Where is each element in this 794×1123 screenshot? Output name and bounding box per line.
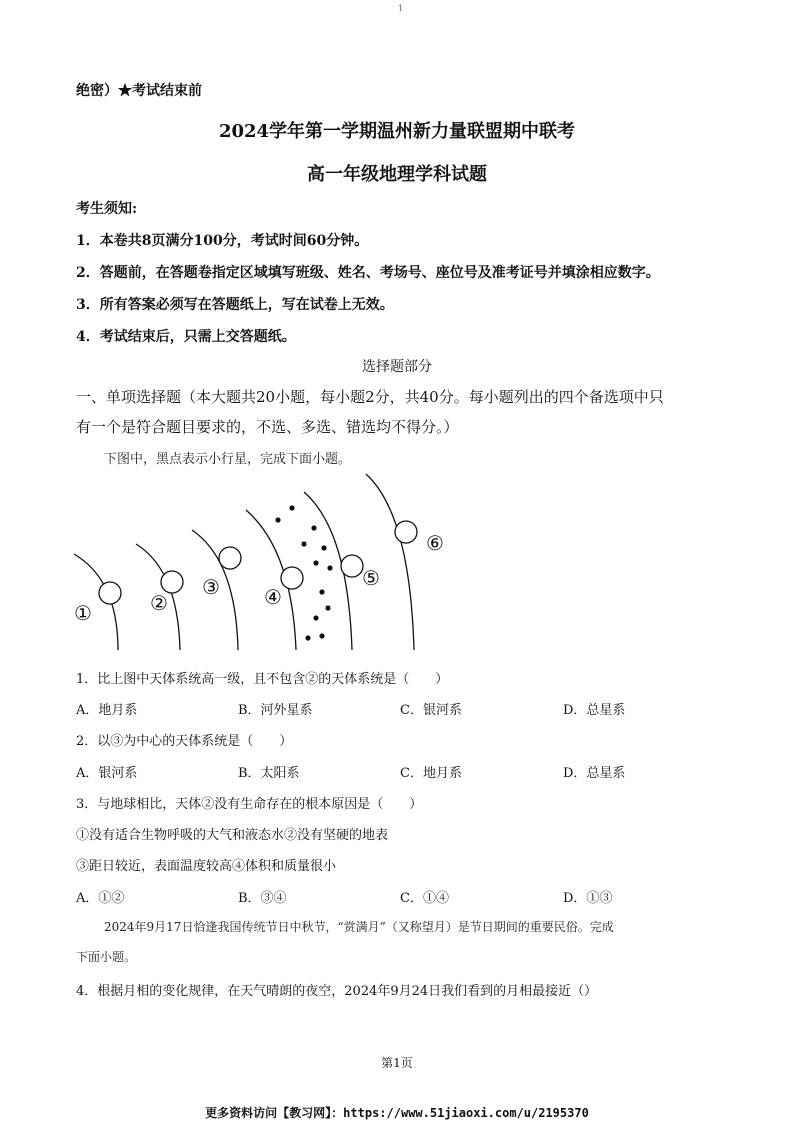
q3-statement-line: ①没有适合生物呼吸的大气和液态水②没有坚硬的地表: [76, 828, 389, 843]
part-heading-line1: 一、单项选择题（本大题共20小题，每小题2分，共40分。每小题列出的四个备选项中只: [76, 388, 664, 406]
q3-option-b: B．③④: [238, 891, 287, 906]
q2-option-a: A．银河系: [76, 766, 138, 781]
label-5: ⑤: [362, 566, 380, 590]
notice-item: 2．答题前，在答题卷指定区域填写班级、姓名、考场号、座位号及准考证号并填涂相应数字。: [76, 265, 660, 281]
notice-item: 1．本卷共8页满分100分，考试时间60分钟。: [76, 233, 369, 249]
passage-line2: 下面小题。: [76, 950, 137, 964]
planet-3: [219, 547, 241, 569]
section-title: 选择题部分: [362, 359, 432, 375]
q2-option-c: C．地月系: [400, 766, 462, 781]
question-4-stem: 4．根据月相的变化规律，在天气晴朗的夜空，2024年9月24日我们看到的月相最接近（）: [76, 984, 598, 999]
q1-option-d: D．总星系: [563, 703, 626, 718]
figure-intro: 下图中，黑点表示小行星，完成下面小题。: [104, 452, 352, 467]
notice-item: 3．所有答案必须写在答题纸上，写在试卷上无效。: [76, 297, 394, 313]
label-1: ①: [74, 601, 92, 625]
exam-title: 2024学年第一学期温州新力量联盟期中联考: [218, 121, 576, 142]
part-heading-line2: 有一个是符合题目要求的，不选、多选、错选均不得分。）: [76, 418, 459, 436]
orbit-arc: [366, 474, 414, 650]
asteroid-dot: [313, 560, 318, 565]
q2-option-d: D．总星系: [563, 766, 626, 781]
asteroid-dot: [301, 541, 306, 546]
q3-option-a: A．①②: [76, 891, 125, 906]
asteroid-dot: [289, 505, 294, 510]
asteroid-dot: [319, 633, 324, 638]
question-3-stem: 3．与地球相比，天体②没有生命存在的根本原因是（ ）: [76, 797, 423, 812]
q3-option-c: C．①④: [400, 891, 449, 906]
planet-2: [161, 571, 183, 593]
asteroid-dot: [325, 605, 330, 610]
planet-6: [395, 521, 417, 543]
asteroid-dot: [327, 565, 332, 570]
confidential-label: 绝密）★考试结束前: [76, 83, 202, 99]
label-3: ③: [202, 575, 220, 599]
asteroid-dot: [311, 525, 316, 530]
question-1-stem: 1．比上图中天体系统高一级，且不包含②的天体系统是（ ）: [76, 672, 449, 687]
planet-1: [99, 582, 121, 604]
notice-item: 4．考试结束后，只需上交答题纸。: [76, 329, 296, 345]
footer-link[interactable]: 更多资料访问【教习网】：https://www.51jiaoxi.com/u/2195370: [205, 1106, 589, 1120]
q2-option-b: B．太阳系: [238, 766, 300, 781]
planet-4: [281, 567, 303, 589]
q3-option-d: D．①③: [563, 891, 613, 906]
q1-option-c: C．银河系: [400, 703, 462, 718]
solar-system-diagram: [60, 470, 480, 650]
label-4: ④: [264, 585, 282, 609]
q1-option-b: B．河外星系: [238, 703, 313, 718]
q3-statement-line: ③距日较近，表面温度较高④体积和质量很小: [76, 859, 337, 874]
asteroid-dot: [319, 589, 324, 594]
exam-subtitle: 高一年级地理学科试题: [307, 164, 487, 185]
passage-line1: 2024年9月17日恰逢我国传统节日中秋节，“赏满月”（又称望月）是节日期间的重要民俗。完成: [104, 920, 614, 934]
asteroid-dot: [321, 545, 326, 550]
asteroid-dot: [313, 615, 318, 620]
label-6: ⑥: [426, 531, 444, 555]
asteroid-dot: [275, 517, 280, 522]
asteroid-dot: [305, 635, 310, 640]
planet-5: [341, 555, 363, 577]
question-2-stem: 2．以③为中心的天体系统是（ ）: [76, 734, 293, 749]
page-top-mark: 1: [398, 4, 404, 13]
label-2: ②: [150, 591, 168, 615]
page-number: 第1页: [381, 1056, 413, 1070]
q1-option-a: A．地月系: [76, 703, 138, 718]
notice-heading: 考生须知:: [76, 201, 138, 217]
